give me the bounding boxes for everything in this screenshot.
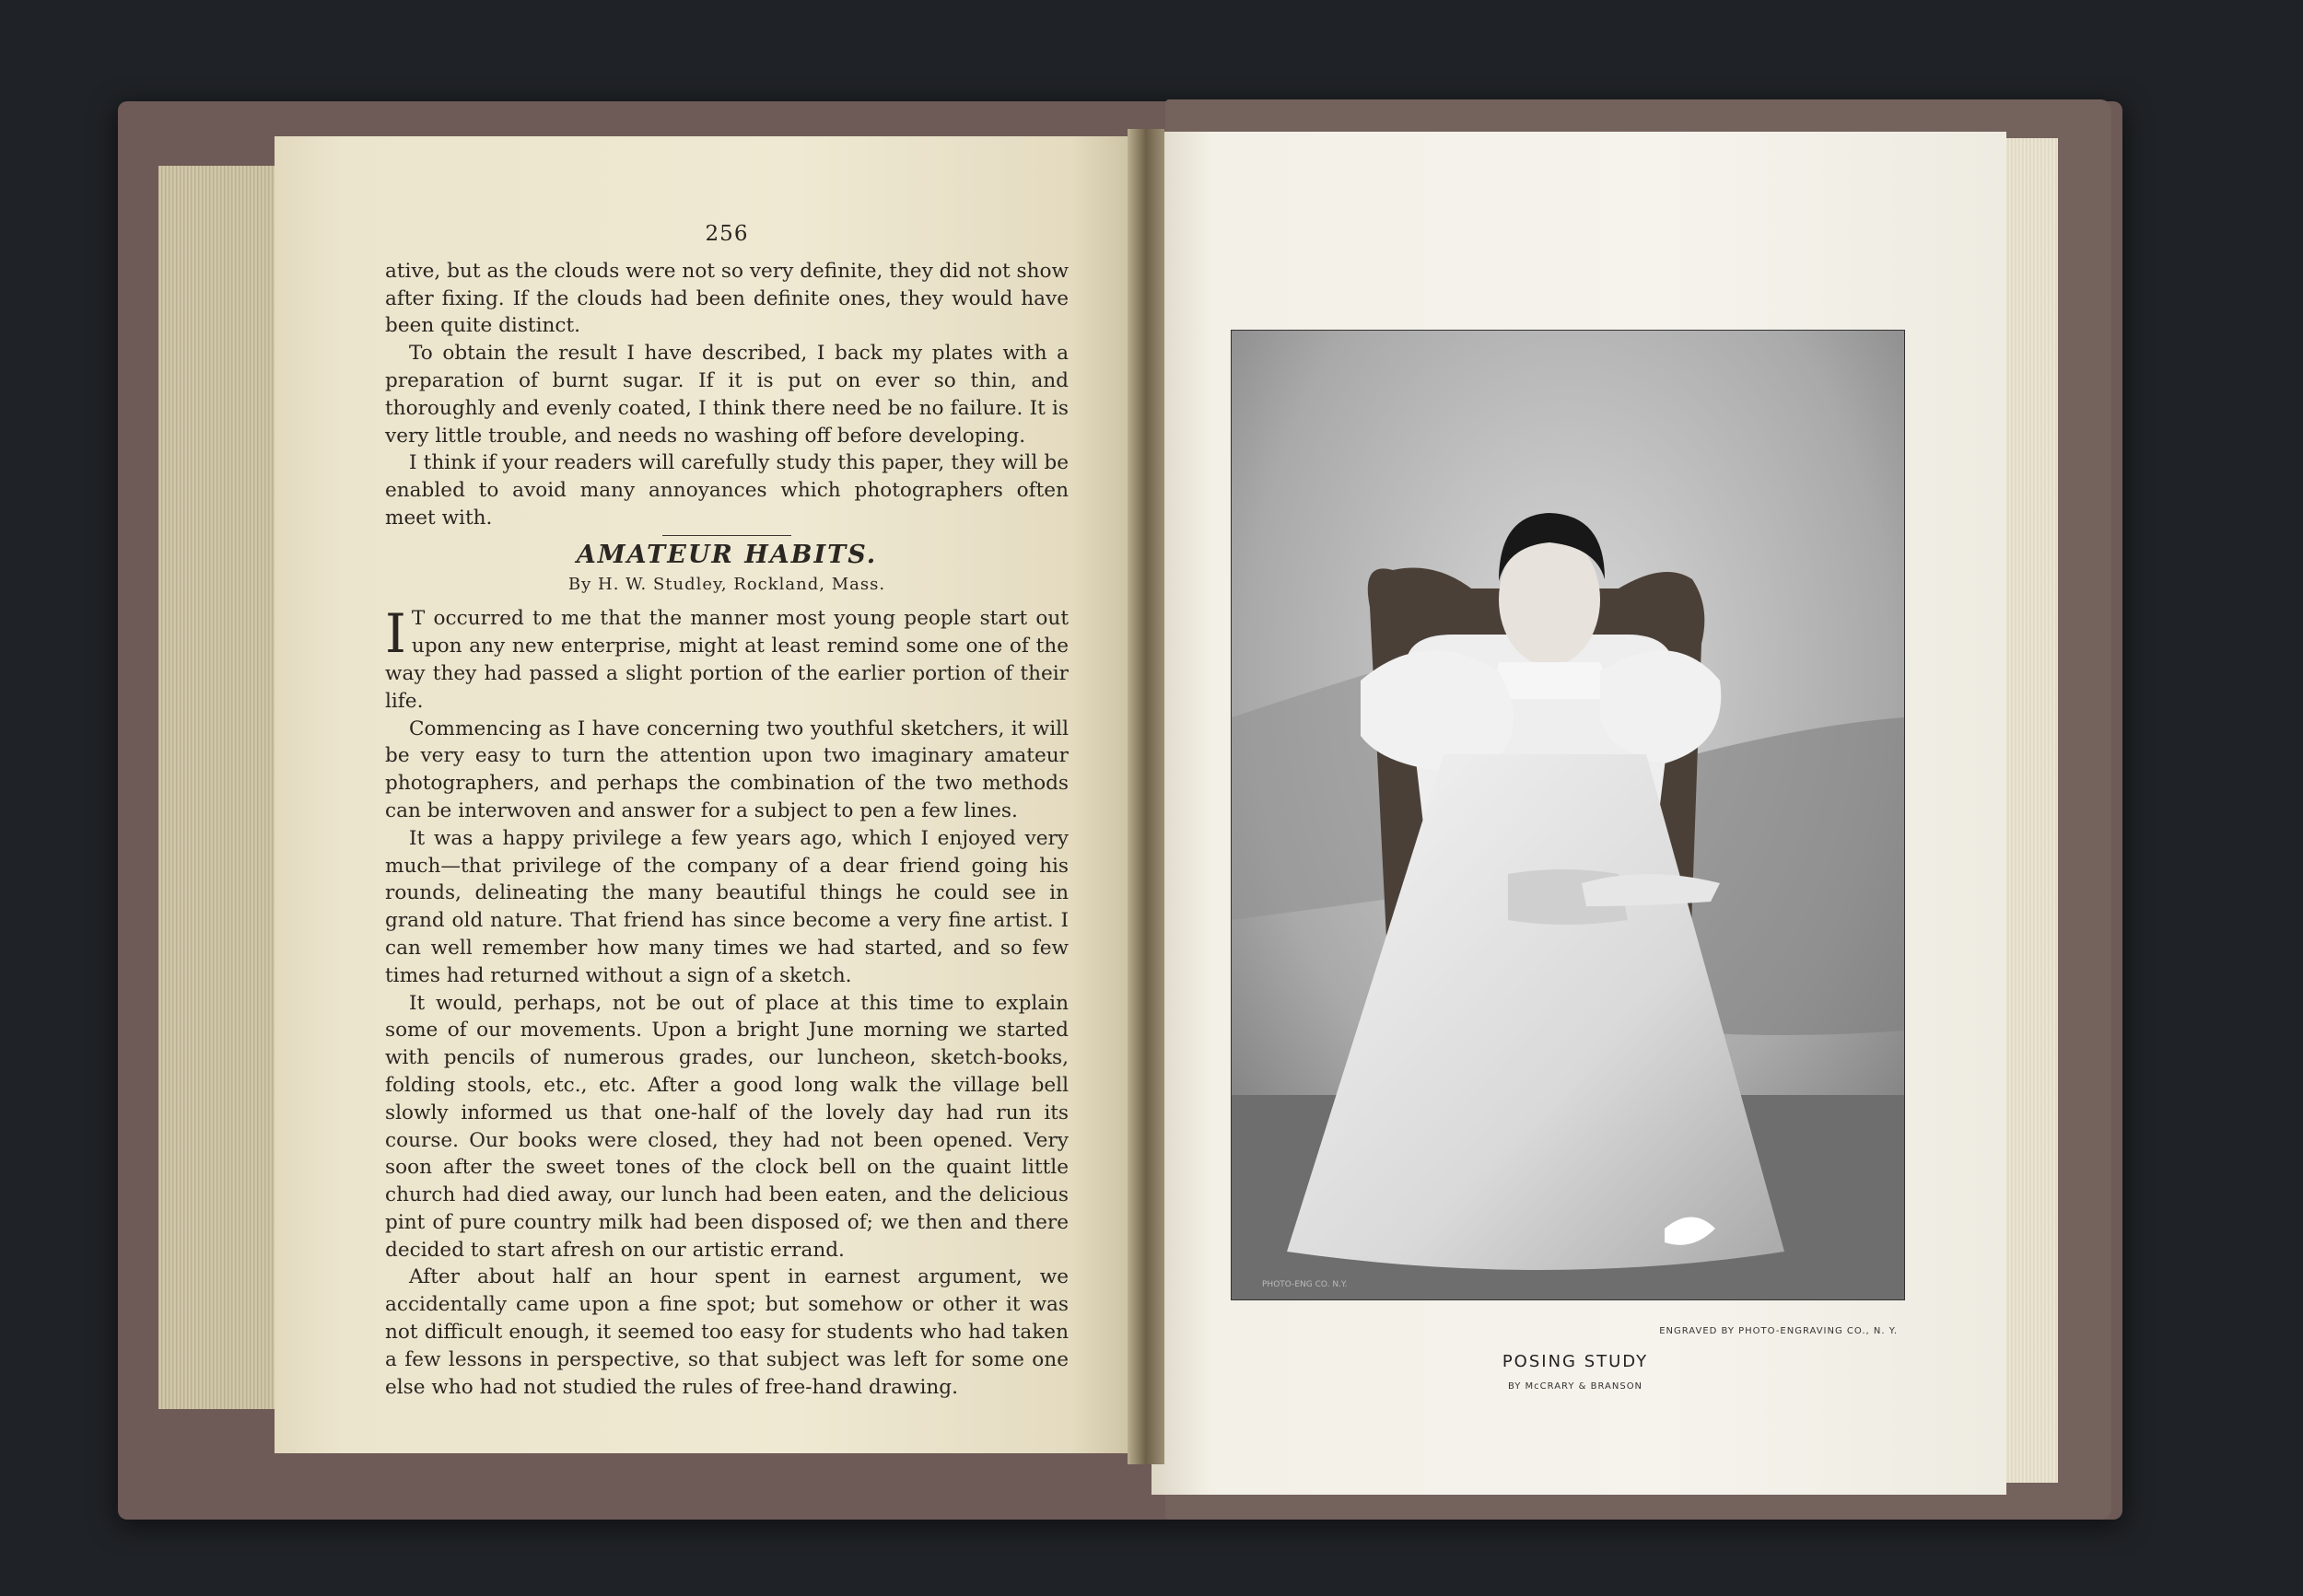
article-title: AMATEUR HABITS.	[576, 540, 878, 569]
section-rule	[662, 535, 791, 536]
paragraph: It would, perhaps, not be out of place at this time to explain some of our movements. Upon a bright June morning we started with pencils of numerous grades, our luncheon, sketch-books, folding stools, etc., etc. After a good long walk the village bell slowly informed us that one-half of the lovely day had run its course. Our books were closed, they had not been opened. Very soon after the sweet tones of the clock bell on the quaint little church had died away, our lunch had been eaten, and the delicious pint of pure country milk had been disposed of; we then and there decided to start afresh on our artistic errand.	[385, 991, 1069, 1262]
left-page-text	[385, 221, 1069, 1401]
paragraph	[385, 602, 1069, 715]
paragraph: I think if your readers will carefully study this paper, they will be enabled to avoid many annoyances which photographers often meet with.	[385, 451, 1069, 530]
book-gutter	[1128, 129, 1164, 1464]
byline: By H. W. Studley, Rockland, Mass.	[567, 574, 886, 594]
posing-study-photograph	[1231, 330, 1905, 1300]
page-edges-right	[2006, 138, 2058, 1483]
page-number: 256	[705, 222, 749, 246]
paragraph: ative, but as the clouds were not so very definite, they did not show after fixing. If the clouds had been definite ones, they would have been quite distinct.	[385, 259, 1069, 338]
drop-cap: I	[385, 602, 406, 666]
plate-signature: PHOTO-ENG CO. N.Y.	[1262, 1280, 1348, 1289]
plate-credit: BY McCRARY & BRANSON	[1507, 1381, 1643, 1392]
paragraph: It was a happy privilege a few years ago, which I enjoyed very much—that privilege of the company of a dear friend going his rounds, delineating the many beautiful things he could see in grand old nature. That friend has since become a very fine artist. I can well remember how many times we had started, and so few times had returned without a sign of a sketch.	[385, 826, 1069, 987]
first-paragraph-text: T occurred to me that the manner most young people start out upon any new enterprise, might at least remind some one of the way they had passed a slight portion of the earlier portion of their life.	[385, 607, 1069, 713]
paragraph: To obtain the result I have described, I back my plates with a preparation of burnt sugar. If it is put on ever so thin, and thoroughly and evenly coated, I think there need be no failure. It is very little trouble, and needs no washing off before developing.	[385, 342, 1069, 448]
page-edges-left	[158, 166, 278, 1409]
engraver-credit: ENGRAVED BY PHOTO-ENGRAVING CO., N. Y.	[1659, 1326, 1898, 1336]
plate-title: POSING STUDY	[1502, 1352, 1649, 1371]
paragraph: After about half an hour spent in earnest argument, we accidentally came upon a fine spot; but somehow or other it was not difficult enough, it seemed too easy for students who had taken a few lessons in perspective, so that subject was left for some one else who had not studied the rules of free-hand drawing.	[385, 1265, 1069, 1399]
paragraph: Commencing as I have concerning two youthful sketchers, it will be very easy to turn the attention upon two imaginary amateur photographers, and perhaps the combination of the two methods can be interwoven and answer for a subject to pen a few lines.	[385, 716, 1069, 822]
